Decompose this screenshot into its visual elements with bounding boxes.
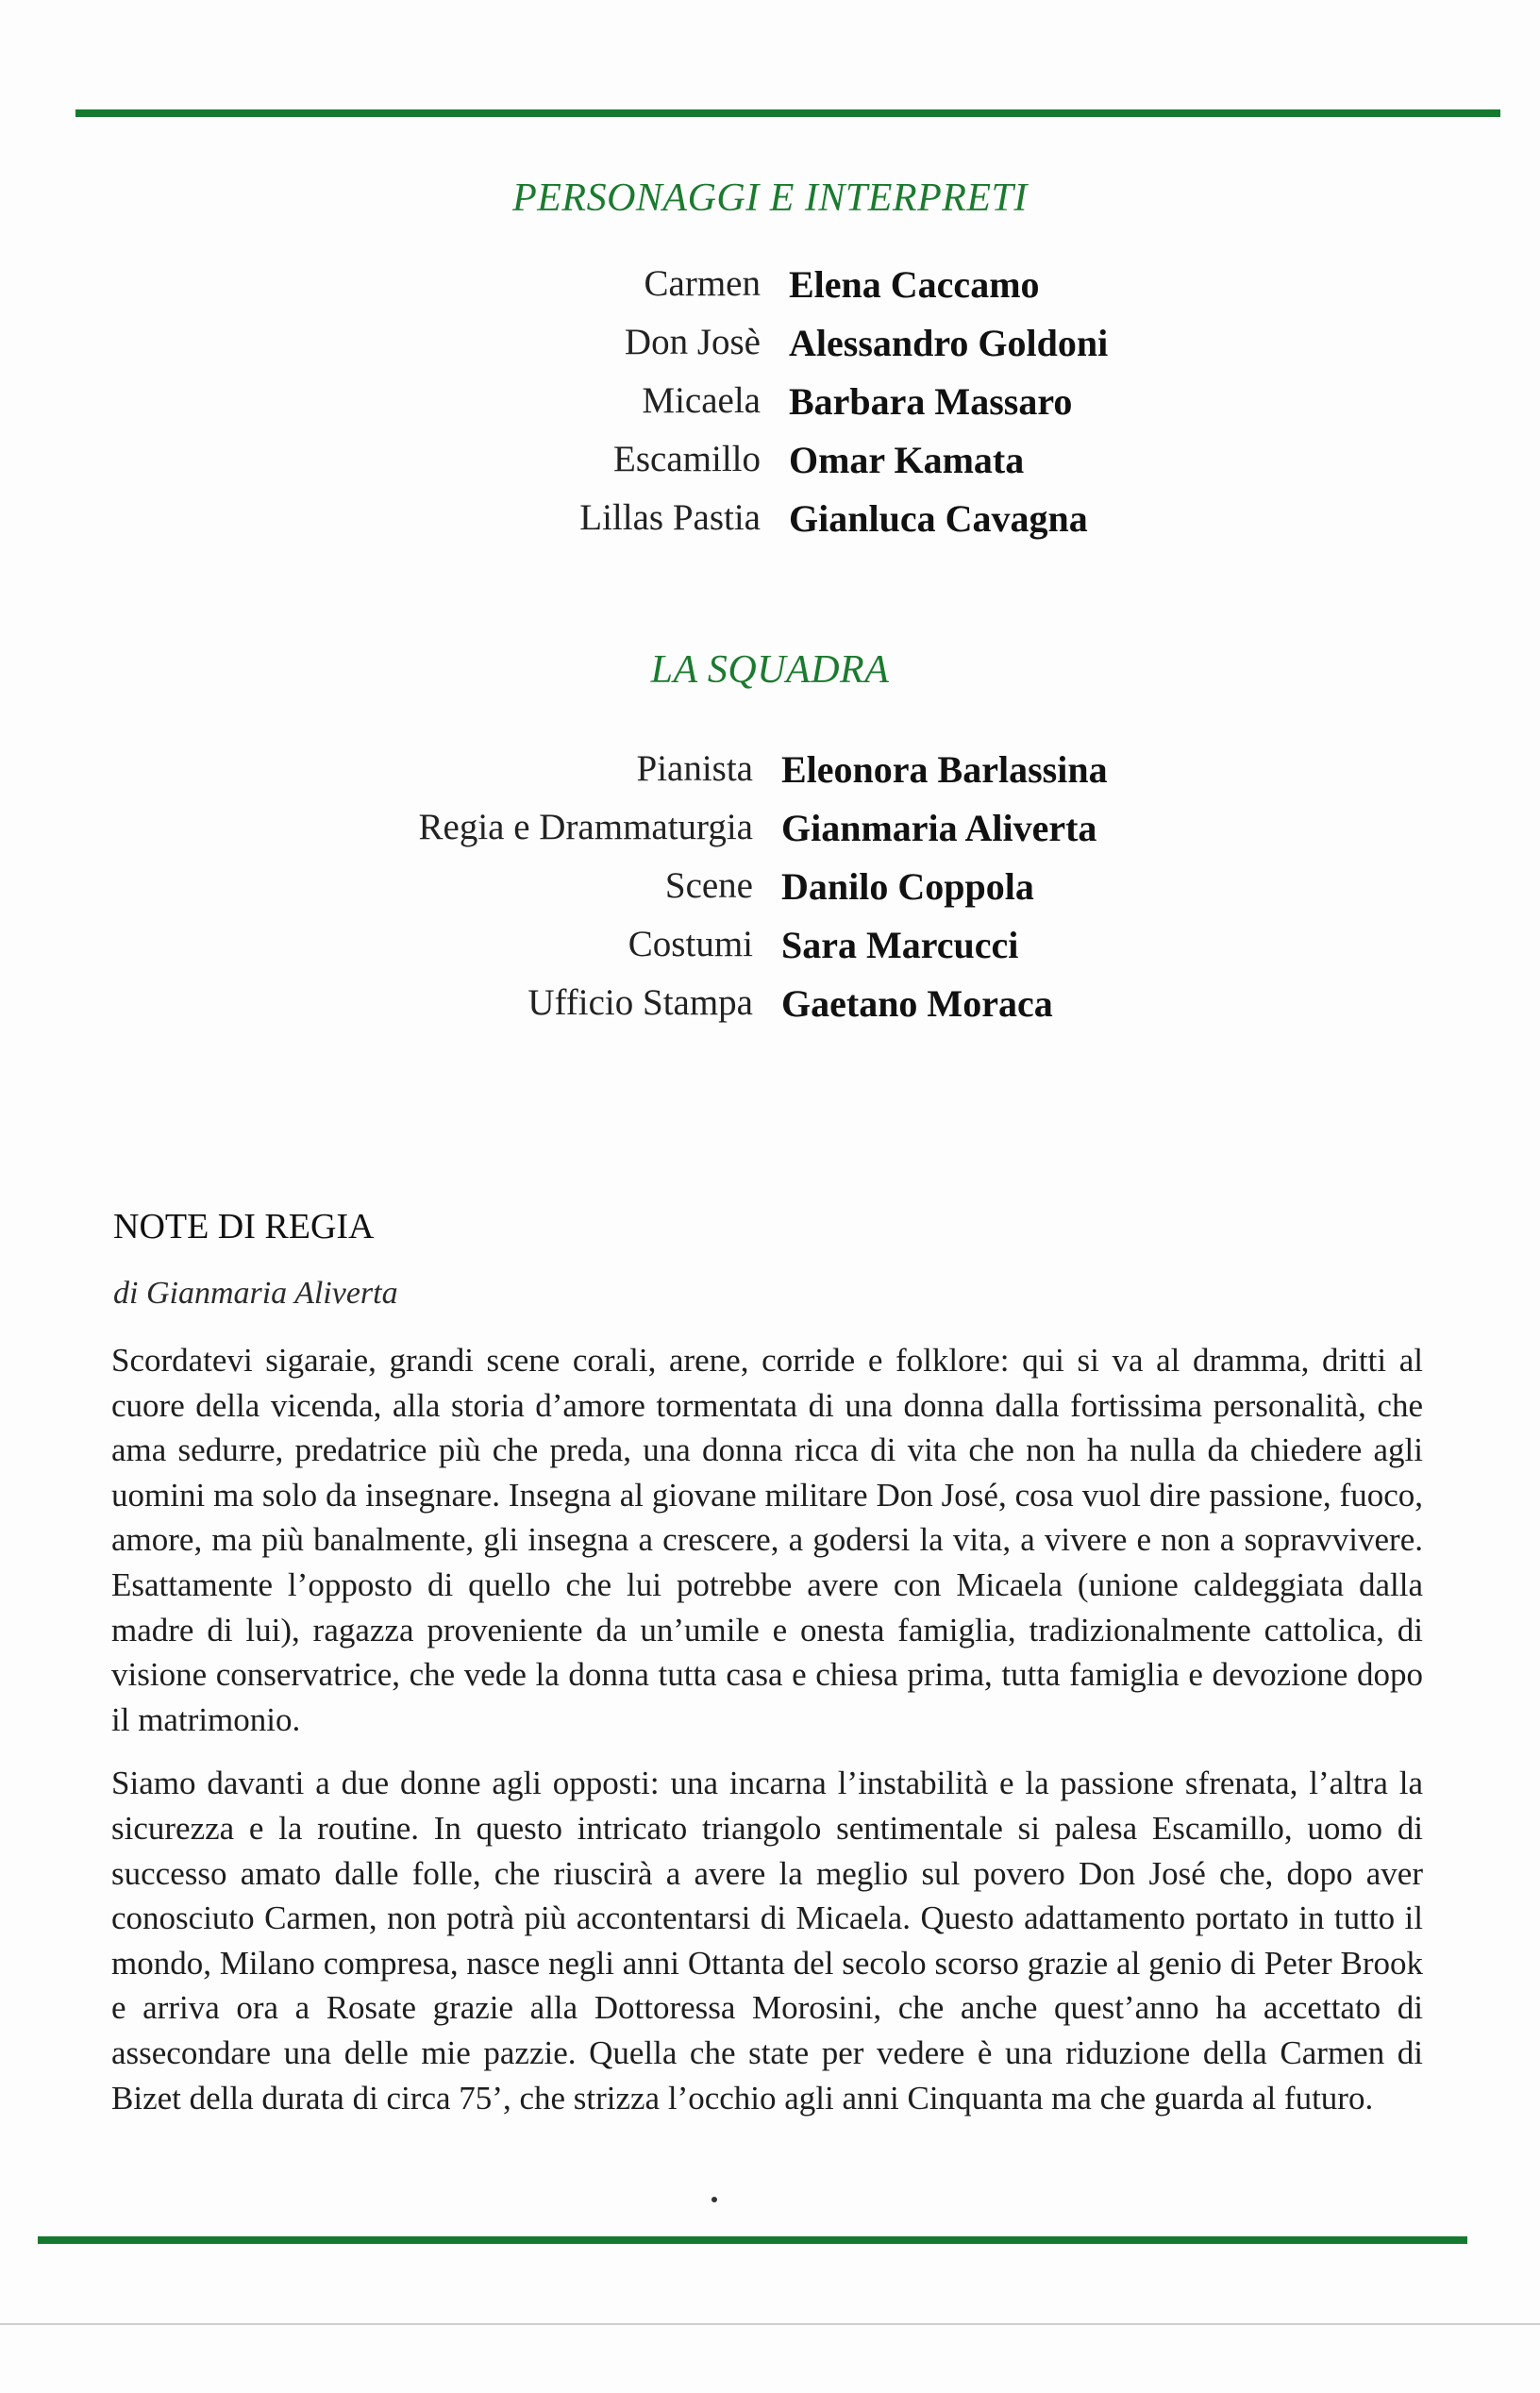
cast-performer: Gianluca Cavagna [789, 497, 1088, 540]
cast-row [0, 496, 1540, 555]
cast-performer: Barbara Massaro [789, 380, 1073, 423]
team-role: Costumi [628, 924, 753, 964]
team-section-title: LA SQUADRA [650, 648, 890, 692]
cast-section-title: PERSONAGGI E INTERPRETI [512, 176, 1028, 220]
notes-title: NOTE DI REGIA [113, 1207, 375, 1247]
team-row [0, 806, 1540, 864]
cast-role: Escamillo [613, 439, 761, 479]
team-member: Eleonora Barlassina [781, 748, 1108, 791]
cast-row [0, 262, 1540, 321]
bottom-green-rule [38, 2236, 1467, 2244]
notes-paragraph: Scordatevi sigaraie, grandi scene corali, arene, corride e folklore: qui si va al dramma, dritti al cuore della vicenda, alla storia d’amore tormentata di una donna dalla fortissima personalità, che ama sedurre, predatrice più che preda, una donna ricca di vita che non ha nulla da chiedere agli uomini ma solo da insegnare. Insegna al giovane militare Don José, cosa vuol dire passione, fuoco, amore, ma più banalmente, gli insegna a crescere, a godersi la vita, a vivere e non a sopravvivere. Esattamente l’opposto di quello che lui potrebbe avere con Micaela (unione caldeggiata dalla madre di lui), ragazza proveniente da un’umile e onesta famiglia, tradizionalmente cattolica, di visione conservatrice, che vede la donna tutta casa e chiesa prima, tutta famiglia e devozione dopo il matrimonio. [111, 1342, 1423, 1738]
team-role: Pianista [636, 748, 753, 789]
cast-role: Lillas Pastia [579, 497, 761, 538]
notes-body [111, 1338, 1423, 2139]
team-role: Scene [664, 865, 753, 906]
page-edge-line [0, 2323, 1540, 2325]
team-member: Sara Marcucci [781, 924, 1019, 966]
team-role: Regia e Drammaturgia [418, 807, 753, 847]
team-row [0, 747, 1540, 806]
cast-performer: Omar Kamata [789, 439, 1025, 481]
team-member: Gaetano Moraca [781, 982, 1053, 1025]
top-green-rule [75, 109, 1500, 117]
team-member: Gianmaria Aliverta [781, 807, 1097, 849]
cast-row [0, 321, 1540, 379]
cast-performer: Alessandro Goldoni [789, 322, 1109, 364]
notes-paragraph: Siamo davanti a due donne agli opposti: una incarna l’instabilità e la passione sfrenata, l’altra la sicurezza e la routine. In questo intricato triangolo sentimentale si palesa Escamillo, uomo di successo amato dalle folle, che riuscirà a avere la meglio sul povero Don José che, dopo aver conosciuto Carmen, non potrà più accontentarsi di Micaela. Questo adattamento portato in tutto il mondo, Milano compresa, nasce negli anni Ottanta del secolo scorso grazie al genio di Peter Brook e arriva ora a Rosate grazie alla Dottoressa Morosini, che anche quest’anno ha accettato di assecondare una delle mie pazzie. Quella che state per vedere è una riduzione della Carmen di Bizet della durata di circa 75’, che strizza l’occhio agli anni Cinquanta ma che guarda al futuro. [111, 1765, 1423, 2117]
team-member: Danilo Coppola [781, 865, 1034, 908]
cast-list [0, 262, 1540, 555]
notes-author: di Gianmaria Aliverta [113, 1276, 398, 1311]
team-list [0, 747, 1540, 1040]
cast-role: Don Josè [624, 322, 761, 362]
ink-speck [711, 2197, 717, 2202]
cast-performer: Elena Caccamo [789, 263, 1040, 306]
team-row [0, 864, 1540, 923]
cast-role: Micaela [642, 380, 761, 421]
cast-role: Carmen [644, 263, 761, 304]
team-role: Ufficio Stampa [527, 982, 753, 1023]
team-row [0, 923, 1540, 981]
team-row [0, 981, 1540, 1040]
cast-row [0, 379, 1540, 438]
cast-row [0, 438, 1540, 496]
